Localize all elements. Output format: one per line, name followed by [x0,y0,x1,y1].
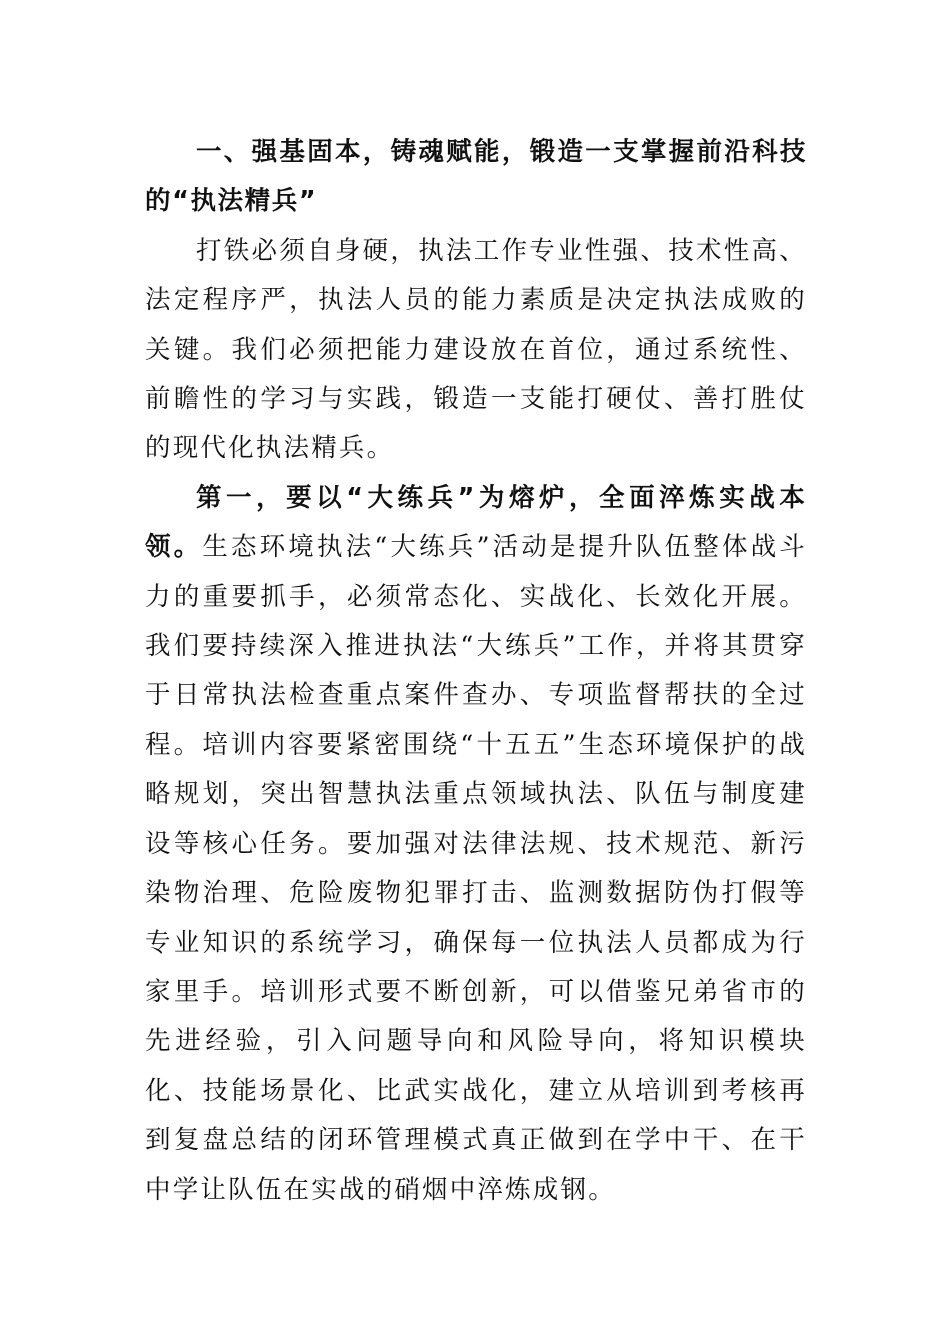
point-one-lead: 第一，要以“大练兵”为熔炉，全面淬炼实战本领。 [145,482,807,563]
intro-paragraph: 打铁必须自身硬，执法工作专业性强、技术性高、法定程序严，执法人员的能力素质是决定执法成败的关键。我们必须把能力建设放在首位，通过系统性、前瞻性的学习与实践，锻造一支能打硬仗、善打胜仗的现代化执法精兵。 [145,235,807,464]
document-page [145,128,807,1215]
point-one-paragraph [145,474,807,1215]
point-one-body: 生态环境执法“大练兵”活动是提升队伍整体战斗力的重要抓手，必须常态化、实战化、长效化开展。我们要持续深入推进执法“大练兵”工作，并将其贯穿于日常执法检查重点案件查办、专项监督帮扶的全过程。培训内容要紧密围绕“十五五”生态环境保护的战略规划，突出智慧执法重点领域执法、队伍与制度建设等核心任务。要加强对法律法规、技术规范、新污染物治理、危险废物犯罪打击、监测数据防伪打假等专业知识的系统学习，确保每一位执法人员都成为行家里手。培训形式要不断创新，可以借鉴兄弟省市的先进经验，引入问题导向和风险导向，将知识模块化、技能场景化、比武实战化，建立从培训到考核再到复盘总结的闭环管理模式真正做到在学中干、在干中学让队伍在实战的硝烟中淬炼成钢。 [145,532,807,1205]
section-heading: 一、强基固本，铸魂赋能，锻造一支掌握前沿科技的“执法精兵” [145,137,807,217]
